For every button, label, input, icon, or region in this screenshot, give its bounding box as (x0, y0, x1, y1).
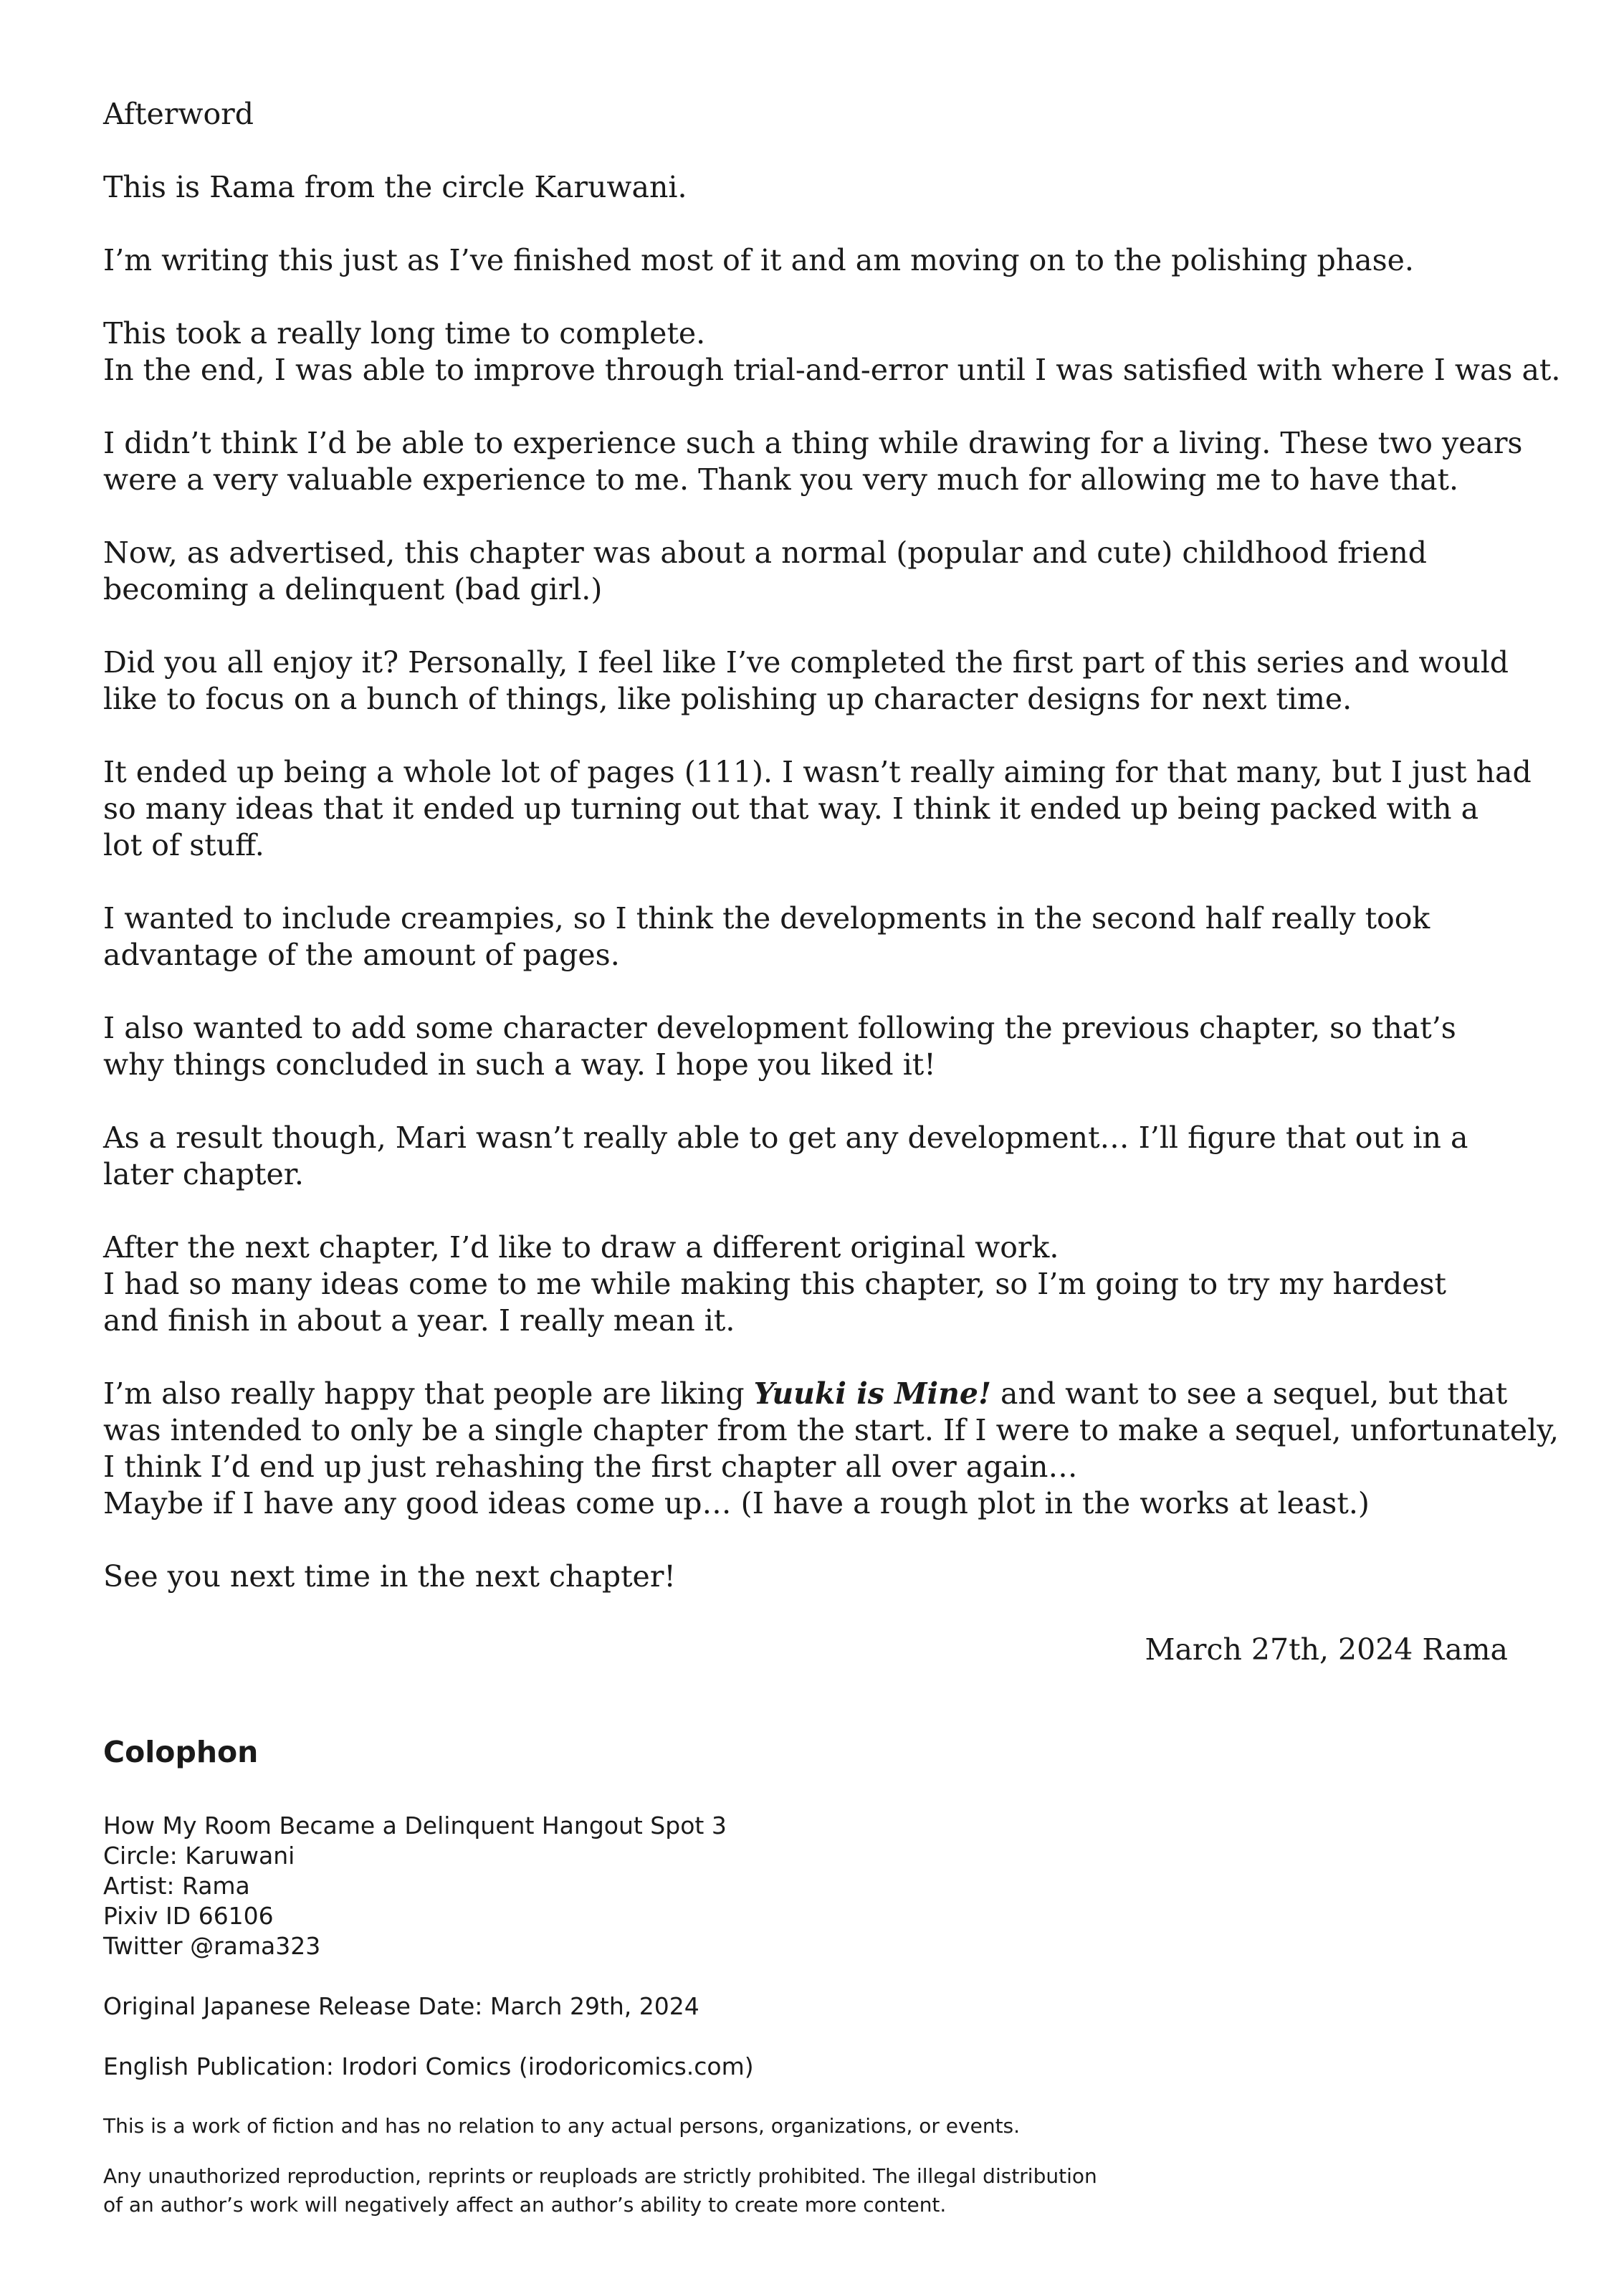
notice-line: This is a work of fiction and has no relation to any actual persons, organizations, or events. (103, 2114, 1021, 2138)
afterword-section (103, 96, 1561, 1705)
fiction-notice (103, 2112, 1529, 2141)
text-line: Now, as advertised, this chapter was about a normal (popular and cute) childhood friend (103, 536, 1428, 570)
credit-line: How My Room Became a Delinquent Hangout Spot 3 (103, 1812, 727, 1840)
paragraph (103, 1120, 1529, 1193)
text-line: so many ideas that it ended up turning out that way. I think it ended up being packed with a (103, 791, 1479, 826)
text-line: like to focus on a bunch of things, like polishing up character designs for next time. (103, 682, 1352, 716)
paragraph (103, 535, 1529, 608)
notice-line: of an author’s work will negatively affect an author’s ability to create more content. (103, 2193, 947, 2217)
text-line: I’m writing this just as I’ve finished most of it and am moving on to the polishing phase. (103, 243, 1414, 277)
text-line: I also wanted to add some character development following the previous chapter, so that’s (103, 1011, 1456, 1045)
paragraph (103, 754, 1532, 864)
credit-line: Circle: Karuwani (103, 1842, 295, 1870)
text-line: Did you all enjoy it? Personally, I feel like I’ve completed the first part of this series and would (103, 645, 1509, 680)
text-line: later chapter. (103, 1157, 304, 1191)
text-fragment: I’m also really happy that people are liking (103, 1376, 754, 1411)
paragraph (103, 1229, 1529, 1339)
text-line: After the next chapter, I’d like to draw a different original work. (103, 1230, 1059, 1265)
paragraph (103, 169, 1529, 206)
sequel-paragraph (103, 1376, 1559, 1522)
colophon-heading: Colophon (103, 1735, 259, 1769)
text-line (103, 1376, 1529, 1412)
release-date-line: Original Japanese Release Date: March 29th, 2024 (103, 1992, 699, 2020)
credit-line: Pixiv ID 66106 (103, 1902, 274, 1930)
paragraph (103, 315, 1561, 389)
paragraph (103, 425, 1529, 498)
text-line: becoming a delinquent (bad girl.) (103, 572, 603, 606)
afterword-heading: Afterword (103, 97, 254, 131)
text-line: I think I’d end up just rehashing the first chapter all over again… (103, 1450, 1078, 1484)
text-line: This took a really long time to complete. (103, 316, 706, 351)
paragraph (103, 900, 1529, 974)
text-fragment: and want to see a sequel, but that (990, 1376, 1508, 1411)
colophon-section (103, 1735, 1529, 2241)
text-line: This is Rama from the circle Karuwani. (103, 170, 687, 204)
notice-line: Any unauthorized reproduction, reprints or reuploads are strictly prohibited. The illegal distribution (103, 2164, 1097, 2188)
text-line: I had so many ideas come to me while making this chapter, so I’m going to try my hardest (103, 1267, 1447, 1301)
text-line: and finish in about a year. I really mean it. (103, 1303, 735, 1338)
paragraph (103, 1010, 1529, 1083)
text-line: Maybe if I have any good ideas come up… (I have a rough plot in the works at least.) (103, 1486, 1370, 1520)
publication-line: English Publication: Irodori Comics (irodoricomics.com) (103, 2052, 754, 2080)
text-line: I didn’t think I’d be able to experience such a thing while drawing for a living. These two years (103, 426, 1523, 460)
closing-line: See you next time in the next chapter! (103, 1559, 676, 1594)
paragraph (103, 644, 1529, 718)
text-line: why things concluded in such a way. I hope you liked it! (103, 1047, 936, 1082)
text-line: In the end, I was able to improve through trial-and-error until I was satisfied with where I was at. (103, 353, 1561, 387)
text-line: As a result though, Mari wasn’t really able to get any development… I’ll figure that out in a (103, 1120, 1468, 1155)
credits-block (103, 1811, 1529, 1961)
release-date (103, 1991, 1529, 2022)
copyright-notice (103, 2162, 1529, 2219)
signature: March 27th, 2024 Rama (1145, 1632, 1508, 1667)
paragraph (103, 242, 1529, 279)
credit-line: Twitter @rama323 (103, 1932, 321, 1960)
publication (103, 2052, 1529, 2082)
text-line: advantage of the amount of pages. (103, 938, 620, 972)
text-line: were a very valuable experience to me. Thank you very much for allowing me to have that. (103, 462, 1459, 497)
credit-line: Artist: Rama (103, 1872, 250, 1900)
text-line: lot of stuff. (103, 828, 264, 862)
text-line: I wanted to include creampies, so I think the developments in the second half really took (103, 901, 1430, 936)
text-line: It ended up being a whole lot of pages (111). I wasn’t really aiming for that many, but I just had (103, 755, 1532, 789)
text-line: was intended to only be a single chapter from the start. If I were to make a sequel, unfortunately, (103, 1413, 1559, 1447)
work-title: Yuuki is Mine! (753, 1376, 991, 1411)
